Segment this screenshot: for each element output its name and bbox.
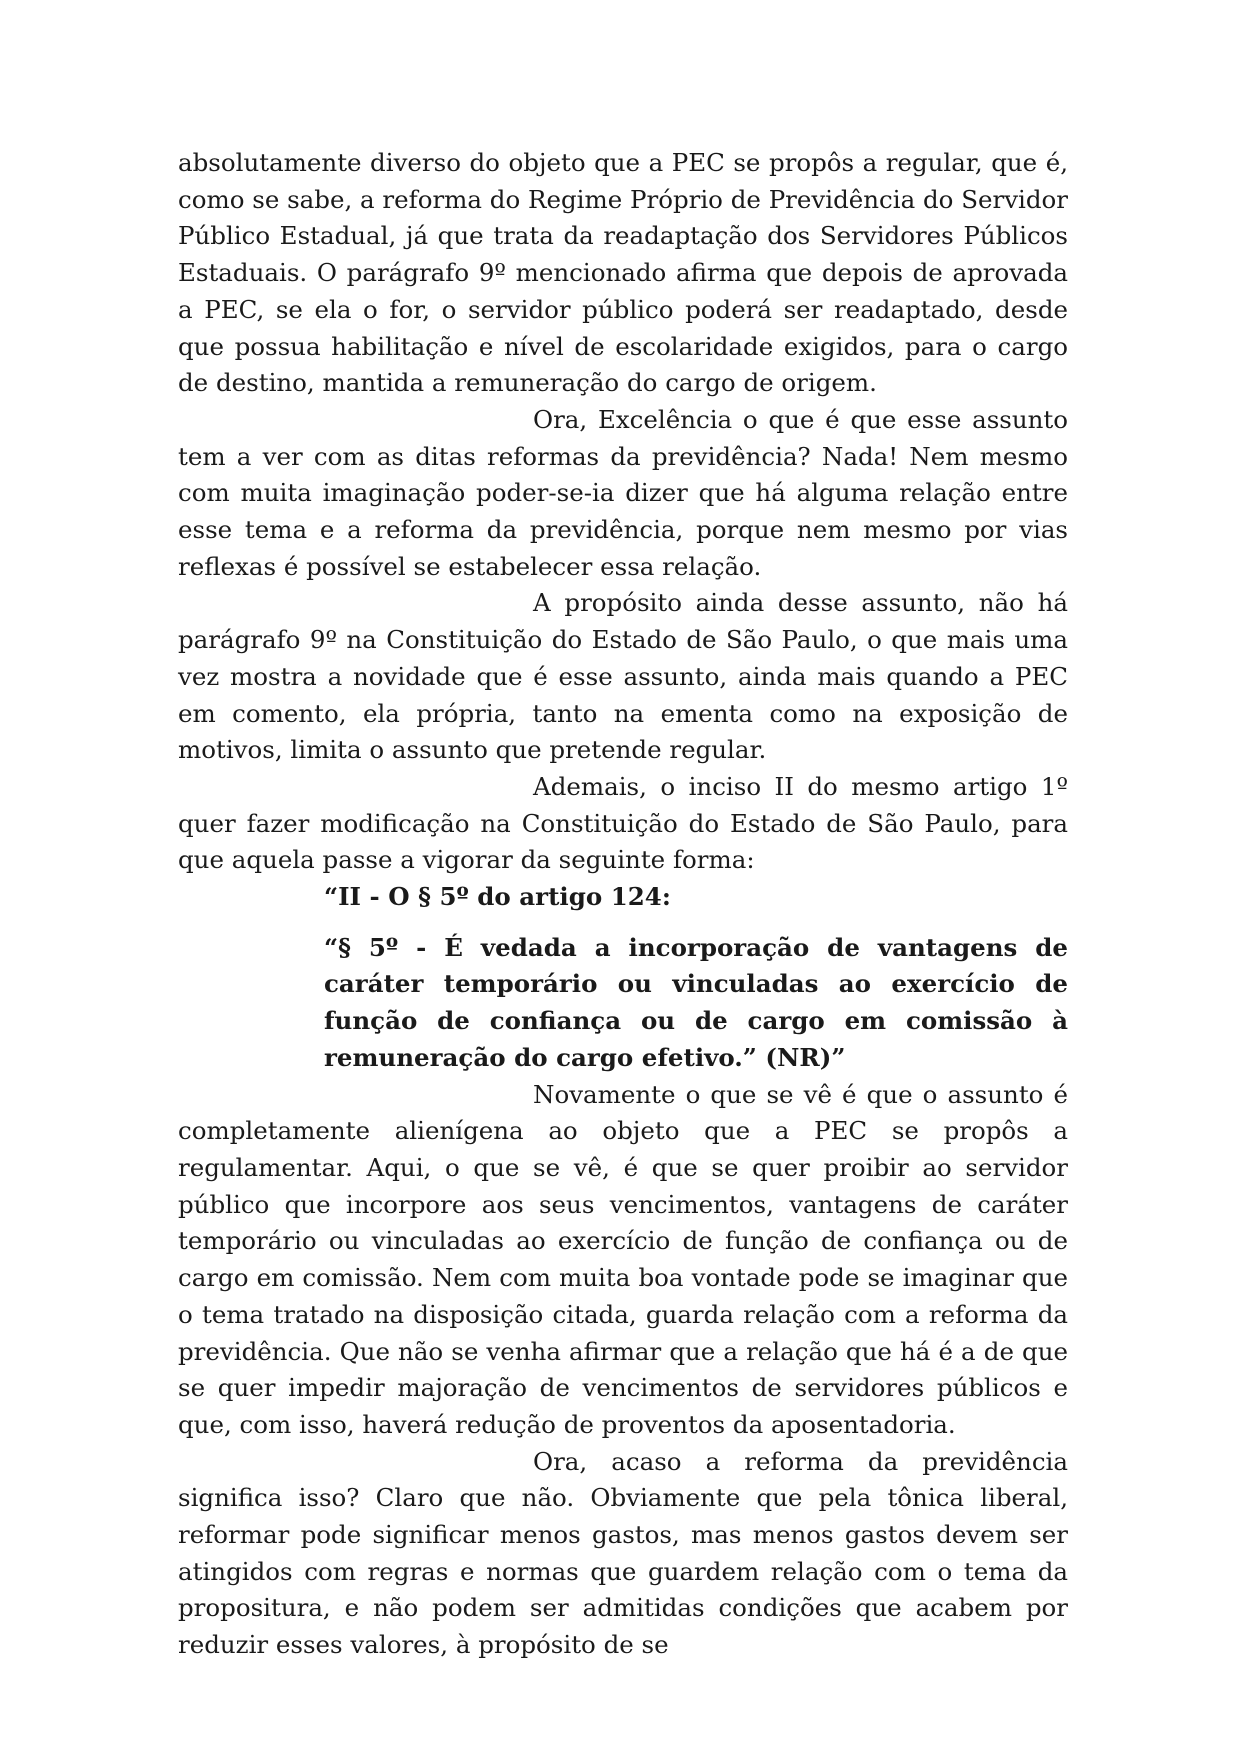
paragraph-ora-acaso: Ora, acaso a reforma da previdência significa isso? Claro que não. Obviamente que pela tônica liberal, reformar pode significar menos gastos, mas menos gastos devem ser atingidos com regras e normas que guardem relação com o tema da propositura, e não podem ser admitidas condições que acabem por reduzir esses valores, à propósito de se	[178, 1446, 1068, 1660]
paragraph-ora-excelencia: Ora, Excelência o que é que esse assunto tem a ver com as ditas reformas da previdência? Nada! Nem mesmo com muita imaginação poder-se-ia dizer que há alguma relação entre esse tema e a reforma da previdência, porque nem mesmo por vias reflexas é possível se estabelecer essa relação.	[178, 404, 1068, 581]
paragraph-continuation: absolutamente diverso do objeto que a PEC se propôs a regular, que é, como se sabe, a reforma do Regime Próprio de Previdência do Servidor Público Estadual, já que trata da readaptação dos Servidores Públicos Estaduais. O parágrafo 9º mencionado afirma que depois de aprovada a PEC, se ela o for, o servidor público poderá ser readaptado, desde que possua habilitação e nível de escolaridade exigidos, para o cargo de destino, mantida a remuneração do cargo de origem.	[178, 148, 1069, 398]
quote-body: “§ 5º - É vedada a incorporação de vantagens de caráter temporário ou vinculadas ao exercício de função de confiança ou de cargo em comissão à remuneração do cargo efetivo.” (NR)”	[324, 932, 1068, 1072]
document-page	[178, 145, 1068, 1664]
paragraph-ademais: Ademais, o inciso II do mesmo artigo 1º quer fazer modificação na Constituição do Estado de São Paulo, para que aquela passe a vigorar da seguinte forma:	[178, 771, 1068, 875]
paragraph-proposito: A propósito ainda desse assunto, não há parágrafo 9º na Constituição do Estado de São Paulo, o que mais uma vez mostra a novidade que é esse assunto, ainda mais quando a PEC em comento, ela própria, tanto na ementa como na exposição de motivos, limita o assunto que pretende regular.	[178, 588, 1068, 765]
paragraph-novamente: Novamente o que se vê é que o assunto é completamente alienígena ao objeto que a PEC se propôs a regulamentar. Aqui, o que se vê, é que se quer proibir ao servidor público que incorpore aos seus vencimentos, vantagens de caráter temporário ou vinculadas ao exercício de função de confiança ou de cargo em comissão. Nem com muita boa vontade pode se imaginar que o tema tratado na disposição citada, guarda relação com a reforma da previdência. Que não se venha afirmar que a relação que há é a de que se quer impedir majoração de vencimentos de servidores públicos e que, com isso, haverá redução de proventos da aposentadoria.	[178, 1079, 1068, 1439]
quote-heading: “II - O § 5º do artigo 124:	[324, 882, 671, 912]
